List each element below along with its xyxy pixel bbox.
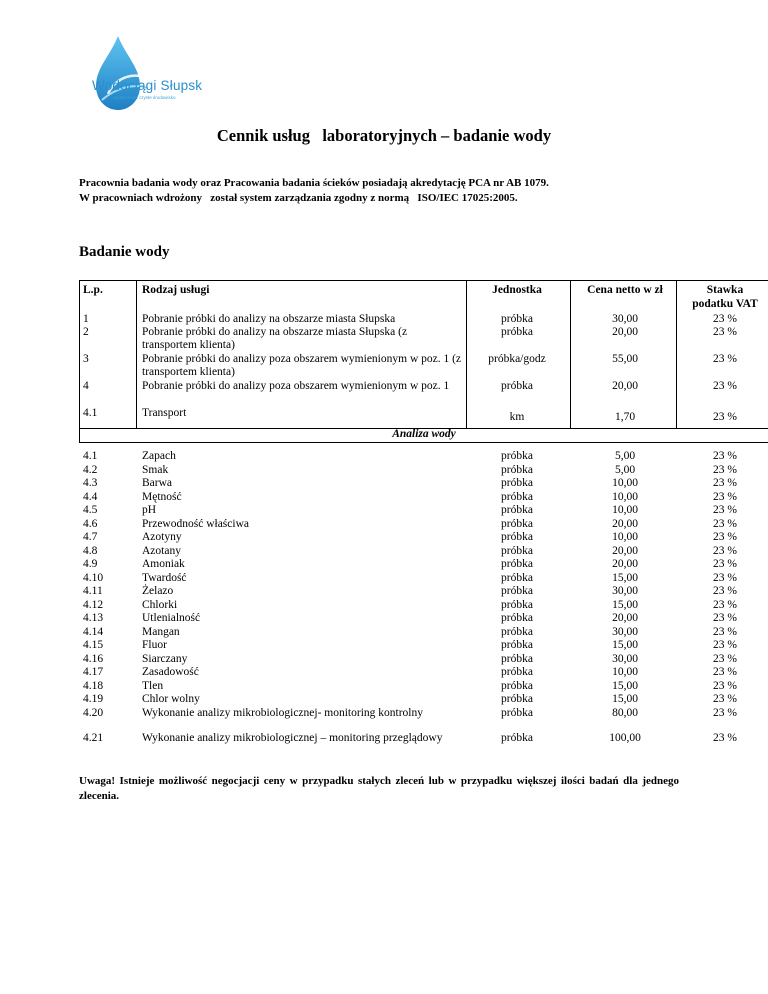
cell-price: 10,00 (612, 504, 638, 516)
cell-unit: próbka (501, 477, 533, 489)
cell-unit: próbka (501, 612, 533, 624)
cell-unit: próbka (501, 693, 533, 705)
cell-vat: 23 % (713, 598, 737, 611)
cell-price: 1,70 (614, 411, 636, 423)
cell-lp: 4.10 (83, 571, 104, 584)
cell-vat: 23 % (713, 504, 737, 516)
cell-vat: 23 % (713, 693, 737, 705)
cell-name: Twardość (142, 571, 187, 584)
price-table (79, 280, 768, 775)
cell-unit: próbka (501, 639, 533, 651)
cell-unit: próbka (501, 666, 533, 678)
cell-unit: próbka (501, 585, 533, 597)
cell-vat: 23 % (713, 706, 737, 719)
cell-price: 20,00 (612, 326, 638, 338)
cell-price: 15,00 (612, 693, 638, 705)
cell-price: 20,00 (612, 517, 638, 530)
note: Uwaga! Istnieje możliwość negocjacji ceny w przypadku stałych zleceń lub w przypadku większej ilości badań dla jednego zlecenia. (79, 775, 679, 802)
cell-name: Transport (142, 407, 187, 419)
header-lp: L.p. (83, 284, 103, 296)
cell-name: Smak (142, 463, 169, 476)
cell-lp: 3 (83, 353, 89, 365)
cell-lp: 4.17 (83, 666, 104, 678)
cell-vat: 23 % (713, 313, 737, 325)
cell-name: Azotyny (142, 531, 182, 543)
cell-lp: 4.11 (83, 585, 103, 597)
intro-line: W pracowniach wdrożony został system zarządzania zgodny z normą ISO/IEC 17025:2005. (79, 192, 518, 204)
cell-unit: próbka (501, 313, 533, 325)
logo-tagline: czysta woda czyste środowisko (113, 95, 176, 100)
section-title: Badanie wody (79, 244, 170, 260)
cell-name: Wykonanie analizy mikrobiologicznej – monitoring przeglądowy (142, 732, 443, 744)
cell-unit: próbka/godz (488, 353, 546, 365)
cell-unit: km (509, 411, 525, 423)
cell-name: Utlenialność (142, 612, 201, 624)
cell-price: 80,00 (612, 706, 638, 719)
cell-unit: próbka (501, 517, 533, 530)
cell-name: Tlen (142, 679, 164, 692)
cell-price: 30,00 (612, 652, 638, 665)
cell-unit: próbka (501, 558, 533, 570)
cell-price: 10,00 (612, 666, 638, 678)
cell-vat: 23 % (713, 679, 737, 692)
cell-price: 15,00 (612, 679, 638, 692)
cell-unit: próbka (501, 598, 533, 611)
cell-vat: 23 % (713, 517, 737, 530)
cell-name: Fluor (142, 639, 167, 651)
cell-vat: 23 % (713, 544, 737, 557)
cell-unit: próbka (501, 544, 533, 557)
cell-lp: 4.6 (83, 517, 98, 530)
cell-vat: 23 % (713, 353, 737, 365)
cell-vat: 23 % (713, 666, 737, 678)
cell-vat: 23 % (713, 450, 737, 462)
cell-lp: 4.13 (83, 612, 104, 624)
cell-vat: 23 % (713, 571, 737, 584)
cell-price: 5,00 (614, 450, 636, 462)
cell-price: 10,00 (612, 477, 638, 489)
cell-lp: 4.15 (83, 639, 104, 651)
table-col-line (136, 280, 137, 428)
cell-price: 30,00 (612, 313, 638, 325)
cell-name: Chlor wolny (142, 693, 200, 705)
cell-lp: 4.7 (83, 531, 98, 543)
cell-vat: 23 % (713, 732, 737, 744)
page-title: Cennik usług laboratoryjnych – badanie wody (216, 126, 552, 145)
cell-name: Zasadowość (142, 666, 199, 678)
cell-price: 15,00 (612, 598, 638, 611)
cell-unit: próbka (501, 652, 533, 665)
cell-name: Zapach (142, 450, 176, 462)
table-col-line (676, 280, 677, 428)
cell-name: pH (142, 504, 157, 516)
cell-lp: 4.5 (83, 504, 98, 516)
cell-price: 30,00 (612, 625, 638, 638)
table-border-top (79, 280, 768, 281)
cell-price: 10,00 (612, 531, 638, 543)
cell-vat: 23 % (713, 490, 737, 503)
cell-name: Pobranie próbki do analizy na obszarze miasta Słupska (z transportem klienta) (142, 326, 408, 352)
header-price: Cena netto w zł (587, 284, 663, 296)
cell-vat: 23 % (713, 639, 737, 651)
cell-name: Mangan (142, 625, 180, 638)
intro-line: Pracownia badania wody oraz Pracowania badania ścieków posiadają akredytację PCA nr AB 1079. (79, 177, 549, 189)
water-drop-icon (88, 34, 238, 114)
cell-name: Żelazo (142, 585, 174, 597)
cell-price: 20,00 (612, 380, 638, 392)
cell-unit: próbka (501, 571, 533, 584)
cell-vat: 23 % (713, 558, 737, 570)
cell-lp: 4.1 (83, 407, 98, 419)
cell-lp: 4.2 (83, 463, 98, 476)
header-vat: Stawka podatku VAT (692, 284, 758, 310)
cell-lp: 4.19 (83, 693, 104, 705)
analysis-band: Analiza wody (392, 428, 456, 440)
cell-lp: 4.16 (83, 652, 104, 665)
table-divider (79, 442, 768, 443)
cell-lp: 4.21 (83, 732, 104, 744)
cell-vat: 23 % (713, 612, 737, 624)
cell-unit: próbka (501, 450, 533, 462)
cell-price: 15,00 (612, 639, 638, 651)
cell-unit: próbka (501, 679, 533, 692)
cell-vat: 23 % (713, 411, 737, 423)
cell-vat: 23 % (713, 477, 737, 489)
cell-price: 15,00 (612, 571, 638, 584)
cell-lp: 4.1 (83, 450, 98, 462)
cell-name: Przewodność właściwa (142, 517, 249, 530)
cell-lp: 4.9 (83, 558, 98, 570)
cell-name: Azotany (142, 544, 181, 557)
cell-price: 20,00 (612, 544, 638, 557)
cell-lp: 4.8 (83, 544, 98, 557)
cell-name: Mętność (142, 490, 182, 503)
cell-vat: 23 % (713, 463, 737, 476)
cell-unit: próbka (501, 706, 533, 719)
cell-name: Wykonanie analizy mikrobiologicznej- monitoring kontrolny (142, 706, 423, 719)
cell-lp: 1 (83, 313, 89, 325)
cell-name: Pobranie próbki do analizy poza obszarem wymienionym w poz. 1 (142, 380, 450, 392)
cell-price: 20,00 (612, 612, 638, 624)
cell-price: 10,00 (612, 490, 638, 503)
cell-name: Pobranie próbki do analizy poza obszarem wymienionym w poz. 1 (z transportem klienta) (142, 353, 462, 379)
cell-unit: próbka (501, 490, 533, 503)
cell-lp: 4.14 (83, 625, 104, 638)
cell-name: Barwa (142, 477, 173, 489)
cell-name: Siarczany (142, 652, 188, 665)
cell-lp: 4 (83, 380, 89, 392)
cell-vat: 23 % (713, 531, 737, 543)
cell-vat: 23 % (713, 326, 737, 338)
cell-unit: próbka (501, 732, 533, 744)
header-name: Rodzaj usługi (142, 284, 210, 296)
intro (79, 176, 679, 206)
table-col-line (570, 280, 571, 428)
cell-vat: 23 % (713, 625, 737, 638)
cell-price: 20,00 (612, 558, 638, 570)
cell-name: Pobranie próbki do analizy na obszarze miasta Słupska (142, 313, 396, 325)
cell-lp: 4.20 (83, 706, 104, 719)
cell-vat: 23 % (713, 380, 737, 392)
cell-unit: próbka (501, 326, 533, 338)
cell-unit: próbka (501, 463, 533, 476)
cell-vat: 23 % (713, 585, 737, 597)
cell-unit: próbka (501, 504, 533, 516)
cell-price: 5,00 (614, 463, 636, 476)
cell-lp: 4.4 (83, 490, 98, 503)
header-unit: Jednostka (492, 284, 542, 296)
cell-unit: próbka (501, 531, 533, 543)
cell-price: 30,00 (612, 585, 638, 597)
cell-name: Amoniak (142, 558, 185, 570)
logo-name: Wodociągi Słupsk (92, 78, 203, 93)
cell-price: 55,00 (612, 353, 638, 365)
cell-lp: 4.12 (83, 598, 104, 611)
cell-name: Chlorki (142, 598, 178, 611)
cell-unit: próbka (501, 625, 533, 638)
table-border-left (79, 280, 80, 442)
cell-unit: próbka (501, 380, 533, 392)
cell-price: 100,00 (609, 732, 641, 744)
cell-lp: 2 (83, 326, 89, 338)
cell-vat: 23 % (713, 652, 737, 665)
cell-lp: 4.3 (83, 477, 98, 489)
cell-lp: 4.18 (83, 679, 104, 692)
